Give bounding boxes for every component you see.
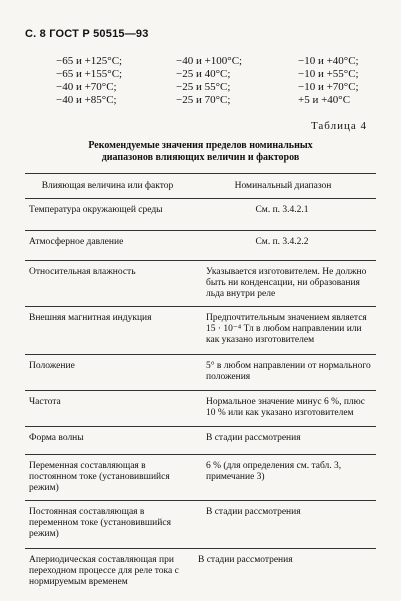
factor-cell: Относительная влажность <box>25 261 190 307</box>
factor-cell: Положение <box>25 355 190 391</box>
range-item: −40 и +85°С; <box>56 94 117 106</box>
range-cell: 5° в любом направлении от нормального положения <box>190 355 376 391</box>
range-cell: 6 % (для определения см. табл. 3, примечание 3) <box>190 455 376 501</box>
range-item: −10 и +70°С; <box>298 81 359 93</box>
table-row <box>25 455 376 501</box>
range-item: −10 и +40°С; <box>298 55 359 67</box>
range-cell: Нормальное значение минус 6 %, плюс 10 % или как указано изготовителем <box>190 391 376 427</box>
factor-cell: Форма волны <box>25 427 190 455</box>
range-cell: В стадии рассмотрения <box>190 501 376 549</box>
table-row <box>25 231 376 261</box>
influence-table <box>25 173 376 599</box>
table-row <box>25 549 376 599</box>
range-item: −65 и +155°С; <box>56 68 123 80</box>
page-header: С. 8 ГОСТ Р 50515—93 <box>25 28 149 40</box>
range-item: +5 и +40°С <box>298 94 351 106</box>
table-row <box>25 391 376 427</box>
table-row <box>25 355 376 391</box>
factor-cell: Апериодическая составляющая при переходном процессе для реле тока с нормируемым временем <box>29 555 179 587</box>
column-header-factor: Влияющая величина или фактор <box>25 174 190 199</box>
table-row <box>25 307 376 355</box>
factor-cell: Температура окружающей среды <box>25 199 190 231</box>
factor-cell: Частота <box>25 391 190 427</box>
range-cell: См. п. 3.4.2.1 <box>190 199 376 231</box>
table-row <box>25 261 376 307</box>
range-item: −40 и +100°С; <box>176 55 243 67</box>
table-row <box>25 501 376 549</box>
table-title-line: диапазонов влияющих величин и факторов <box>101 152 300 163</box>
table-title <box>0 140 401 164</box>
range-item: −10 и +55°С; <box>298 68 359 80</box>
factor-cell: Переменная составляющая в постоянном токе (установившийся режим) <box>25 455 190 501</box>
range-item: −25 и 55°С; <box>176 81 231 93</box>
table-row <box>25 199 376 231</box>
range-cell: См. п. 3.4.2.2 <box>190 231 376 261</box>
range-item: −25 и 40°С; <box>176 68 231 80</box>
range-cell: В стадии рассмотрения <box>190 427 376 455</box>
range-cell: Указывается изготовителем. Не должно быть ни конденсации, ни образования льда внутри реле <box>190 261 376 307</box>
temperature-ranges <box>56 55 401 107</box>
factor-cell: Атмосферное давление <box>25 231 190 261</box>
factor-cell: Постоянная составляющая в переменном токе (установившийся режим) <box>25 501 190 549</box>
table-title-line: Рекомендуемые значения пределов номинальных <box>88 140 313 151</box>
range-cell: В стадии рассмотрения <box>198 555 293 565</box>
factor-cell: Внешняя магнитная индукция <box>25 307 190 355</box>
table-number: Таблица 4 <box>310 120 367 132</box>
range-cell: Предпочтительным значением является 15 · 10⁻⁴ Тл в любом направлении или как указано изготовителем <box>190 307 376 355</box>
column-header-range: Номинальный диапазон <box>190 174 376 199</box>
table-row <box>25 427 376 455</box>
range-item: −65 и +125°С; <box>56 55 123 67</box>
range-item: −25 и 70°С; <box>176 94 231 106</box>
table-header-row <box>25 174 376 199</box>
range-item: −40 и +70°С; <box>56 81 117 93</box>
